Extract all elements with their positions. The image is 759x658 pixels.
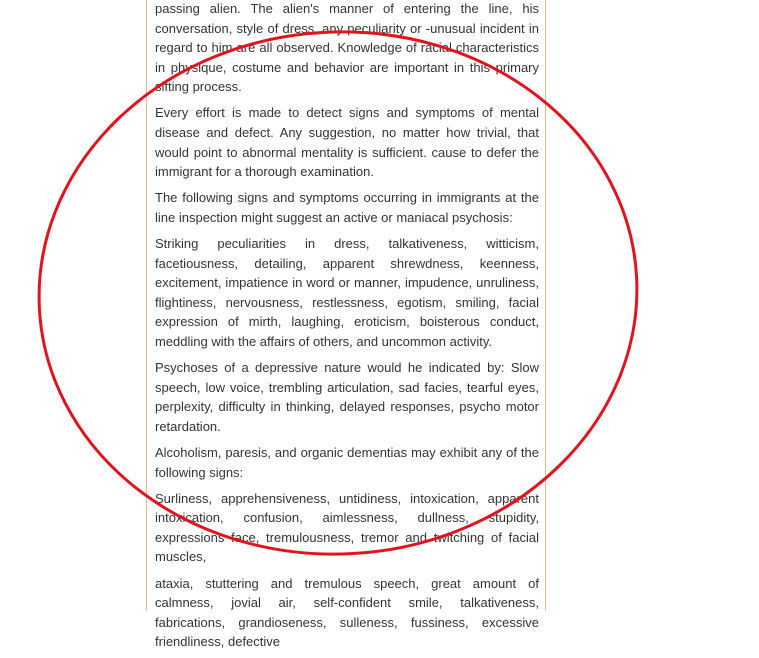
annotation-ellipse	[26, 17, 650, 570]
paragraph-7: Surliness, apprehensiveness, untidiness, intoxication, apparent intoxication, confusion, aimlessness, dullness, stupidity, expressions face, tremulousness, tremor and twitching of facial muscles,	[155, 490, 539, 565]
paragraph-4: Striking peculiarities in dress, talkativeness, witticism, facetiousness, detailing, apparent shrewdness, keenness, excitement, impatience in word or manner, impudence, unruliness, flightiness, nervousness, restlessness, egotism, smiling, facial expression of mirth, laughing, eroticism, boisterous conduct, meddling with the affairs of others, and uncommon activity.	[155, 236, 539, 349]
paragraph-8: ataxia, stuttering and tremulous speech, great amount of calmness, jovial air, self-confident smile, talkativeness, fabrications, grandioseness, sulleness, fussiness, excessive friendliness, defective	[155, 575, 539, 650]
paragraph-6: Alcoholism, paresis, and organic dementias may exhibit any of the following signs:	[155, 444, 539, 480]
paragraph-5: Psychoses of a depressive nature would he indicated by: Slow speech, low voice, trembling articulation, sad facies, tearful eyes, perplexity, difficulty in thinking, delayed responses, psycho motor retardation.	[155, 360, 539, 434]
paragraph-2: Every effort is made to detect signs and symptoms of mental disease and defect. Any suggestion, no matter how trivial, that would point to abnormal mentality is sufficient. cause to defer the immigrant for a thorough examination.	[155, 105, 539, 180]
paragraph-3: The following signs and symptoms occurring in immigrants at the line inspection might suggest an active or maniacal psychosis:	[155, 190, 539, 225]
paragraph-1: passing alien. The alien's manner of entering the line, his conversation, style of dress, any peculiarity or -unusual incident in regard to him are all observed. Knowledge of racial characteristics in physique, costume and behavior are important in this primary sifting process.	[155, 1, 539, 95]
